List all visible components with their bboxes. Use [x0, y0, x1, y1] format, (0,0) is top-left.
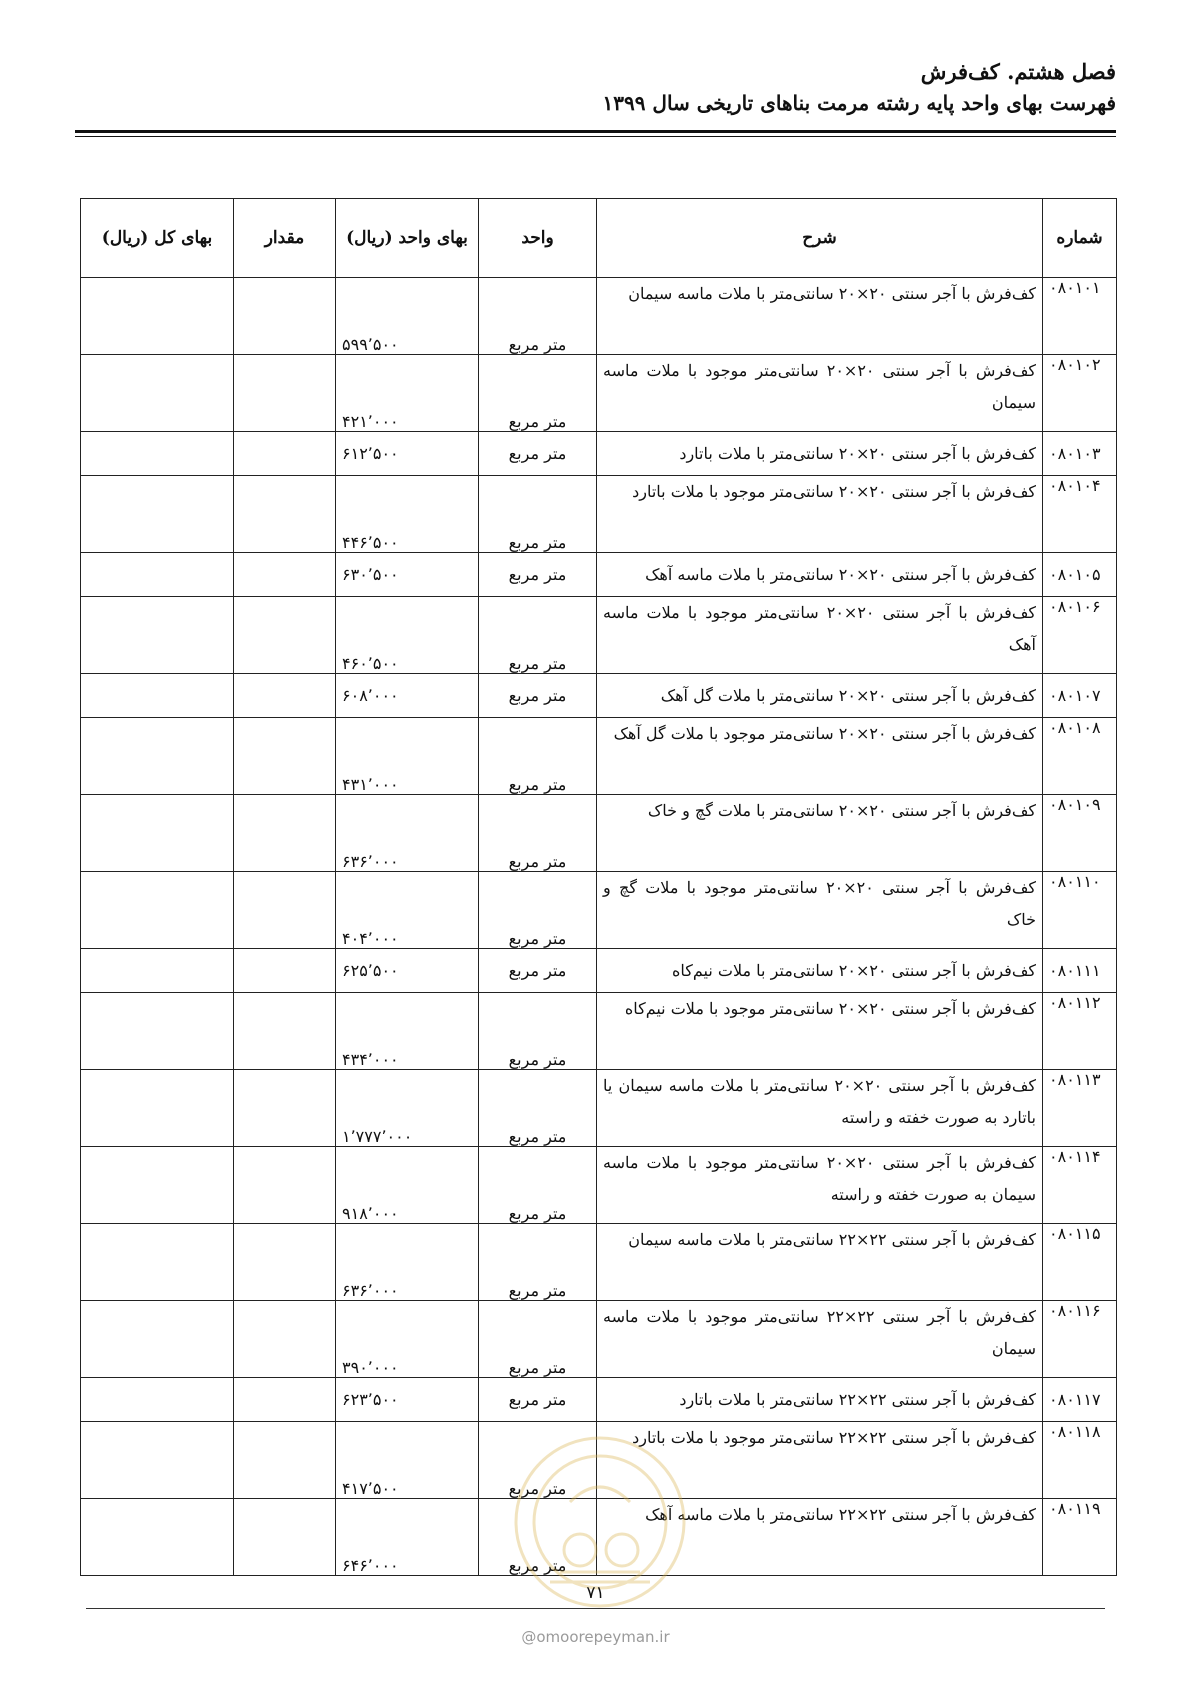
item-code: ۰۸۰۱۰۶ — [1043, 597, 1117, 674]
item-total-price — [81, 432, 234, 476]
item-description: کف‌فرش با آجر سنتی ۲۲×۲۲ سانتی‌متر با ملات باتارد — [597, 1378, 1043, 1422]
item-code: ۰۸۰۱۰۸ — [1043, 718, 1117, 795]
page-number: ۷۱ — [586, 1583, 605, 1603]
item-unit: متر مربع — [479, 1422, 597, 1499]
table-row — [81, 718, 1117, 795]
item-unit-price: ۶۳۰٬۵۰۰ — [336, 553, 479, 597]
item-quantity — [234, 718, 336, 795]
item-unit-price: ۴۶۰٬۵۰۰ — [336, 597, 479, 674]
item-unit-price: ۴۳۴٬۰۰۰ — [336, 993, 479, 1070]
item-unit: متر مربع — [479, 432, 597, 476]
item-unit: متر مربع — [479, 795, 597, 872]
column-header-quantity: مقدار — [234, 199, 336, 278]
item-description: کف‌فرش با آجر سنتی ۲۲×۲۲ سانتی‌متر با ملات ماسه سیمان — [597, 1224, 1043, 1301]
item-total-price — [81, 1224, 234, 1301]
document-subtitle: فهرست بهای واحد پایه رشته مرمت بناهای تاریخی سال ۱۳۹۹ — [602, 91, 1116, 115]
item-code: ۰۸۰۱۰۲ — [1043, 355, 1117, 432]
table-row — [81, 597, 1117, 674]
chapter-title: فصل هشتم. کف‌فرش — [920, 59, 1116, 84]
item-total-price — [81, 795, 234, 872]
item-code: ۰۸۰۱۱۶ — [1043, 1301, 1117, 1378]
table-row — [81, 795, 1117, 872]
item-description: کف‌فرش با آجر سنتی ۲۲×۲۲ سانتی‌متر موجود با ملات ماسه سیمان — [597, 1301, 1043, 1378]
item-description: کف‌فرش با آجر سنتی ۲۰×۲۰ سانتی‌متر با ملات باتارد — [597, 432, 1043, 476]
item-unit-price: ۳۹۰٬۰۰۰ — [336, 1301, 479, 1378]
item-code: ۰۸۰۱۰۵ — [1043, 553, 1117, 597]
item-unit-price: ۶۳۶٬۰۰۰ — [336, 1224, 479, 1301]
item-unit: متر مربع — [479, 872, 597, 949]
item-description: کف‌فرش با آجر سنتی ۲۰×۲۰ سانتی‌متر با ملات ماسه آهک — [597, 553, 1043, 597]
item-unit-price: ۶۰۸٬۰۰۰ — [336, 674, 479, 718]
table-row — [81, 949, 1117, 993]
item-description: کف‌فرش با آجر سنتی ۲۲×۲۲ سانتی‌متر موجود با ملات باتارد — [597, 1422, 1043, 1499]
item-description: کف‌فرش با آجر سنتی ۲۰×۲۰ سانتی‌متر موجود با ملات ماسه آهک — [597, 597, 1043, 674]
item-quantity — [234, 795, 336, 872]
item-description: کف‌فرش با آجر سنتی ۲۲×۲۲ سانتی‌متر با ملات ماسه آهک — [597, 1499, 1043, 1576]
item-description: کف‌فرش با آجر سنتی ۲۰×۲۰ سانتی‌متر موجود با ملات باتارد — [597, 476, 1043, 553]
table-row — [81, 1070, 1117, 1147]
item-unit: متر مربع — [479, 553, 597, 597]
item-total-price — [81, 1422, 234, 1499]
item-total-price — [81, 278, 234, 355]
table-row — [81, 278, 1117, 355]
item-description: کف‌فرش با آجر سنتی ۲۰×۲۰ سانتی‌متر موجود با ملات گل آهک — [597, 718, 1043, 795]
item-quantity — [234, 432, 336, 476]
item-description: کف‌فرش با آجر سنتی ۲۰×۲۰ سانتی‌متر موجود با ملات گچ و خاک — [597, 872, 1043, 949]
item-quantity — [234, 1378, 336, 1422]
item-unit-price: ۱٬۷۷۷٬۰۰۰ — [336, 1070, 479, 1147]
item-description: کف‌فرش با آجر سنتی ۲۰×۲۰ سانتی‌متر موجود با ملات ماسه سیمان — [597, 355, 1043, 432]
column-header-description: شرح — [597, 199, 1043, 278]
table-header-row — [81, 199, 1117, 278]
item-description: کف‌فرش با آجر سنتی ۲۰×۲۰ سانتی‌متر با ملات گچ و خاک — [597, 795, 1043, 872]
item-unit-price: ۶۴۶٬۰۰۰ — [336, 1499, 479, 1576]
header-rule-thick — [75, 130, 1116, 133]
item-quantity — [234, 1070, 336, 1147]
item-unit-price: ۴۲۱٬۰۰۰ — [336, 355, 479, 432]
table-row — [81, 355, 1117, 432]
column-header-total-price: بهای کل (ریال) — [81, 199, 234, 278]
item-quantity — [234, 674, 336, 718]
item-code: ۰۸۰۱۱۵ — [1043, 1224, 1117, 1301]
item-unit-price: ۴۱۷٬۵۰۰ — [336, 1422, 479, 1499]
item-quantity — [234, 993, 336, 1070]
item-code: ۰۸۰۱۱۲ — [1043, 993, 1117, 1070]
item-quantity — [234, 1499, 336, 1576]
price-table — [80, 198, 1117, 1576]
table-row — [81, 1378, 1117, 1422]
item-unit-price: ۹۱۸٬۰۰۰ — [336, 1147, 479, 1224]
item-quantity — [234, 1147, 336, 1224]
item-code: ۰۸۰۱۱۴ — [1043, 1147, 1117, 1224]
item-quantity — [234, 597, 336, 674]
item-quantity — [234, 1422, 336, 1499]
item-total-price — [81, 1147, 234, 1224]
item-description: کف‌فرش با آجر سنتی ۲۰×۲۰ سانتی‌متر با ملات نیم‌کاه — [597, 949, 1043, 993]
item-quantity — [234, 872, 336, 949]
item-unit-price: ۴۴۶٬۵۰۰ — [336, 476, 479, 553]
item-unit: متر مربع — [479, 476, 597, 553]
watermark-text: @omoorepeyman.ir — [521, 1628, 670, 1646]
item-total-price — [81, 872, 234, 949]
item-quantity — [234, 476, 336, 553]
item-quantity — [234, 355, 336, 432]
item-quantity — [234, 278, 336, 355]
column-header-unit-price: بهای واحد (ریال) — [336, 199, 479, 278]
table-row — [81, 993, 1117, 1070]
item-description: کف‌فرش با آجر سنتی ۲۰×۲۰ سانتی‌متر موجود با ملات نیم‌کاه — [597, 993, 1043, 1070]
item-code: ۰۸۰۱۰۹ — [1043, 795, 1117, 872]
item-quantity — [234, 949, 336, 993]
item-total-price — [81, 718, 234, 795]
item-code: ۰۸۰۱۱۸ — [1043, 1422, 1117, 1499]
item-total-price — [81, 674, 234, 718]
item-unit: متر مربع — [479, 1378, 597, 1422]
item-unit-price: ۶۲۳٬۵۰۰ — [336, 1378, 479, 1422]
item-unit-price: ۶۱۲٬۵۰۰ — [336, 432, 479, 476]
item-description: کف‌فرش با آجر سنتی ۲۰×۲۰ سانتی‌متر با ملات ماسه سیمان — [597, 278, 1043, 355]
item-description: کف‌فرش با آجر سنتی ۲۰×۲۰ سانتی‌متر موجود با ملات ماسه سیمان به صورت خفته و راسته — [597, 1147, 1043, 1224]
item-code: ۰۸۰۱۰۷ — [1043, 674, 1117, 718]
item-unit: متر مربع — [479, 278, 597, 355]
item-total-price — [81, 1301, 234, 1378]
table-row — [81, 476, 1117, 553]
item-code: ۰۸۰۱۰۳ — [1043, 432, 1117, 476]
item-unit-price: ۴۰۴٬۰۰۰ — [336, 872, 479, 949]
item-code: ۰۸۰۱۱۹ — [1043, 1499, 1117, 1576]
table-row — [81, 553, 1117, 597]
footer-rule — [86, 1608, 1105, 1609]
table-row — [81, 1224, 1117, 1301]
item-total-price — [81, 993, 234, 1070]
item-unit: متر مربع — [479, 1224, 597, 1301]
table-row — [81, 1422, 1117, 1499]
item-unit: متر مربع — [479, 597, 597, 674]
item-total-price — [81, 476, 234, 553]
item-unit: متر مربع — [479, 1070, 597, 1147]
item-code: ۰۸۰۱۱۱ — [1043, 949, 1117, 993]
item-unit-price: ۶۳۶٬۰۰۰ — [336, 795, 479, 872]
item-unit: متر مربع — [479, 674, 597, 718]
item-unit-price: ۵۹۹٬۵۰۰ — [336, 278, 479, 355]
item-unit: متر مربع — [479, 993, 597, 1070]
table-row — [81, 1301, 1117, 1378]
item-total-price — [81, 597, 234, 674]
item-total-price — [81, 1378, 234, 1422]
table-row — [81, 1499, 1117, 1576]
table-row — [81, 432, 1117, 476]
item-total-price — [81, 553, 234, 597]
column-header-unit: واحد — [479, 199, 597, 278]
item-quantity — [234, 1301, 336, 1378]
item-unit: متر مربع — [479, 355, 597, 432]
item-unit: متر مربع — [479, 1499, 597, 1576]
table-row — [81, 674, 1117, 718]
item-total-price — [81, 949, 234, 993]
item-total-price — [81, 1499, 234, 1576]
table-row — [81, 1147, 1117, 1224]
item-unit-price: ۴۳۱٬۰۰۰ — [336, 718, 479, 795]
item-description: کف‌فرش با آجر سنتی ۲۰×۲۰ سانتی‌متر با ملات گل آهک — [597, 674, 1043, 718]
item-unit: متر مربع — [479, 1147, 597, 1224]
item-unit: متر مربع — [479, 949, 597, 993]
item-unit-price: ۶۲۵٬۵۰۰ — [336, 949, 479, 993]
item-description: کف‌فرش با آجر سنتی ۲۰×۲۰ سانتی‌متر با ملات ماسه سیمان یا باتارد به صورت خفته و راسته — [597, 1070, 1043, 1147]
table-row — [81, 872, 1117, 949]
item-code: ۰۸۰۱۱۷ — [1043, 1378, 1117, 1422]
item-code: ۰۸۰۱۱۰ — [1043, 872, 1117, 949]
item-code: ۰۸۰۱۰۴ — [1043, 476, 1117, 553]
page-header — [75, 56, 1116, 118]
item-quantity — [234, 1224, 336, 1301]
item-quantity — [234, 553, 336, 597]
header-rule-thin — [75, 136, 1116, 137]
item-code: ۰۸۰۱۰۱ — [1043, 278, 1117, 355]
item-unit: متر مربع — [479, 1301, 597, 1378]
item-unit: متر مربع — [479, 718, 597, 795]
column-header-code: شماره — [1043, 199, 1117, 278]
item-total-price — [81, 1070, 234, 1147]
item-total-price — [81, 355, 234, 432]
item-code: ۰۸۰۱۱۳ — [1043, 1070, 1117, 1147]
